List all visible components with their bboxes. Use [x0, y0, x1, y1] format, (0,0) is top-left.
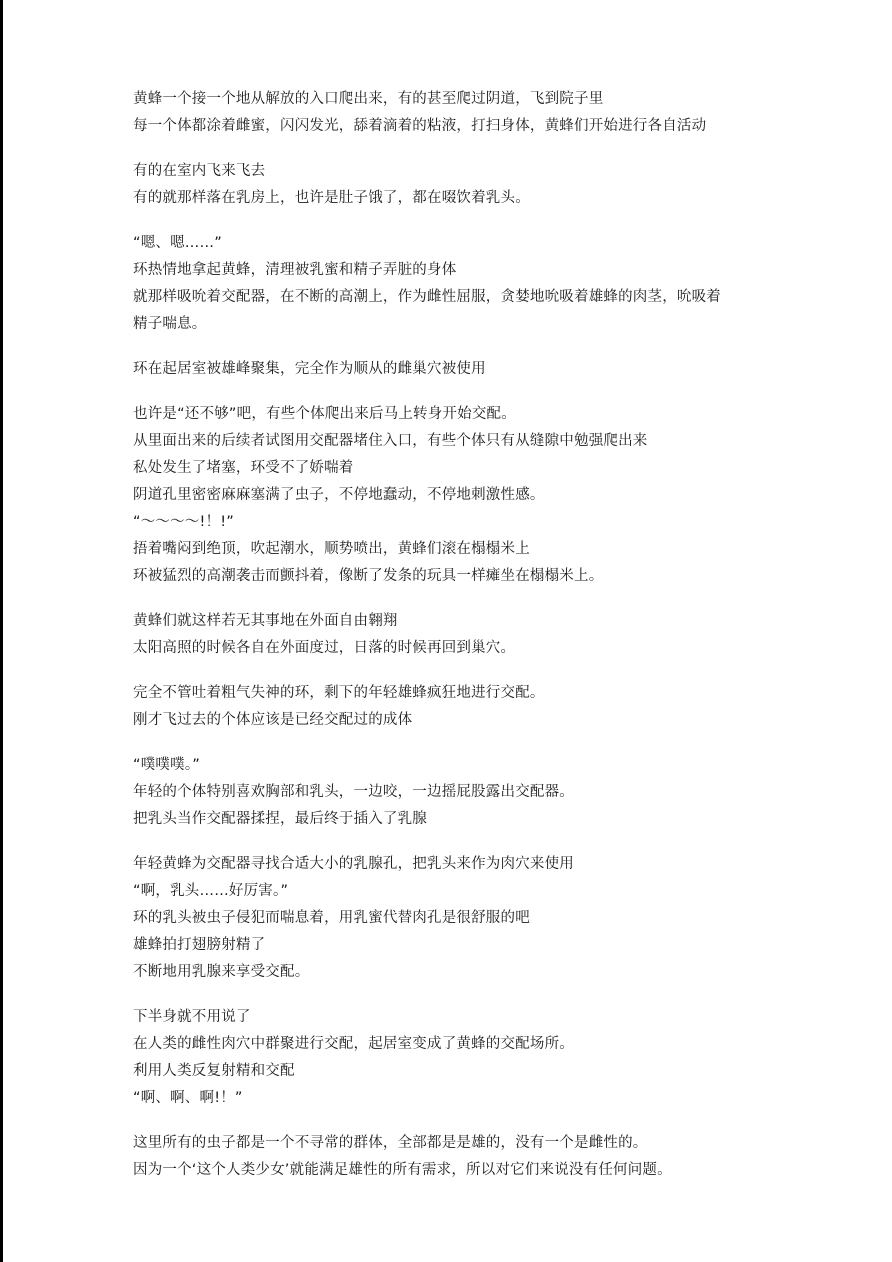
text-line: 在人类的雌性肉穴中群聚进行交配，起居室变成了黄蜂的交配场所。	[133, 1036, 574, 1052]
text-line: 因为一个‘这个人类少女’就能满足雄性的所有需求，所以对它们来说没有任何问题。	[133, 1162, 672, 1178]
text-line: “～～～～!！!”	[133, 514, 234, 530]
paragraph	[133, 608, 833, 662]
text-line: 捂着嘴闷到绝顶，吹起潮水，顺势喷出，黄蜂们滚在榻榻米上	[133, 541, 530, 557]
text-line: 有的就那样落在乳房上，也许是肚子饿了，都在啜饮着乳头。	[133, 190, 530, 206]
text-line: 环的乳头被虫子侵犯而喘息着，用乳蜜代替肉孔是很舒服的吧	[133, 910, 530, 926]
text-line: 每一个体都涂着雌蜜，闪闪发光，舔着滴着的粘液，打扫身体，黄蜂们开始进行各自活动	[133, 118, 707, 134]
text-line: 年轻黄蜂为交配器寻找合适大小的乳腺孔，把乳头来作为肉穴来使用	[133, 856, 574, 872]
text-line: 环热情地拿起黄蜂，清理被乳蜜和精子弄脏的身体	[133, 262, 457, 278]
text-line: 私处发生了堵塞，环受不了娇喘着	[133, 460, 354, 476]
text-line: “嗯、嗯……”	[133, 235, 222, 251]
paragraph	[133, 158, 833, 212]
text-line: 利用人类反复射精和交配	[133, 1063, 295, 1079]
text-line: 就那样吸吮着交配器，在不断的高潮上，作为雌性屈服，贪婪地吮吸着雄蜂的肉茎，吮吸着	[133, 289, 721, 305]
text-line: 阴道孔里密密麻麻塞满了虫子，不停地蠢动，不停地刺激性感。	[133, 487, 545, 503]
paragraph	[133, 680, 833, 734]
paragraph	[133, 851, 833, 986]
paragraph	[133, 1004, 833, 1112]
document-body	[133, 86, 833, 1202]
text-line: “噗噗噗。”	[133, 757, 200, 773]
text-line: 年轻的个体特别喜欢胸部和乳头，一边咬，一边摇屁股露出交配器。	[133, 784, 574, 800]
text-line: 黄蜂一个接一个地从解放的入口爬出来，有的甚至爬过阴道，飞到院子里	[133, 91, 604, 107]
page-left-border	[0, 0, 3, 1262]
text-line: 精子喘息。	[133, 316, 207, 332]
text-line: 太阳高照的时候各自在外面度过，日落的时候再回到巢穴。	[133, 640, 516, 656]
text-line: 环被猛烈的高潮袭击而颤抖着，像断了发条的玩具一样瘫坐在榻榻米上。	[133, 568, 604, 584]
text-line: “啊，乳头……好厉害。”	[133, 883, 289, 899]
text-line: 黄蜂们就这样若无其事地在外面自由翱翔	[133, 613, 398, 629]
text-line: 刚才飞过去的个体应该是已经交配过的成体	[133, 712, 413, 728]
text-line: 有的在室内飞来飞去	[133, 163, 266, 179]
text-line: 从里面出来的后续者试图用交配器堵住入口，有些个体只有从缝隙中勉强爬出来	[133, 433, 648, 449]
paragraph	[133, 401, 833, 590]
paragraph	[133, 1130, 833, 1184]
text-line: 也许是“还不够”吧，有些个体爬出来后马上转身开始交配。	[133, 406, 516, 422]
paragraph	[133, 356, 833, 383]
paragraph	[133, 86, 833, 140]
text-line: “啊、啊、啊!！”	[133, 1090, 243, 1106]
text-line: 不断地用乳腺来享受交配。	[133, 964, 310, 980]
text-line: 把乳头当作交配器揉捏，最后终于插入了乳腺	[133, 811, 427, 827]
paragraph	[133, 752, 833, 833]
paragraph	[133, 230, 833, 338]
text-line: 环在起居室被雄峰聚集，完全作为顺从的雌巢穴被使用	[133, 361, 486, 377]
text-line: 下半身就不用说了	[133, 1009, 251, 1025]
text-line: 完全不管吐着粗气失神的环，剩下的年轻雄蜂疯狂地进行交配。	[133, 685, 545, 701]
text-line: 这里所有的虫子都是一个不寻常的群体，全部都是是雄的，没有一个是雌性的。	[133, 1135, 648, 1151]
text-line: 雄蜂拍打翅膀射精了	[133, 937, 266, 953]
